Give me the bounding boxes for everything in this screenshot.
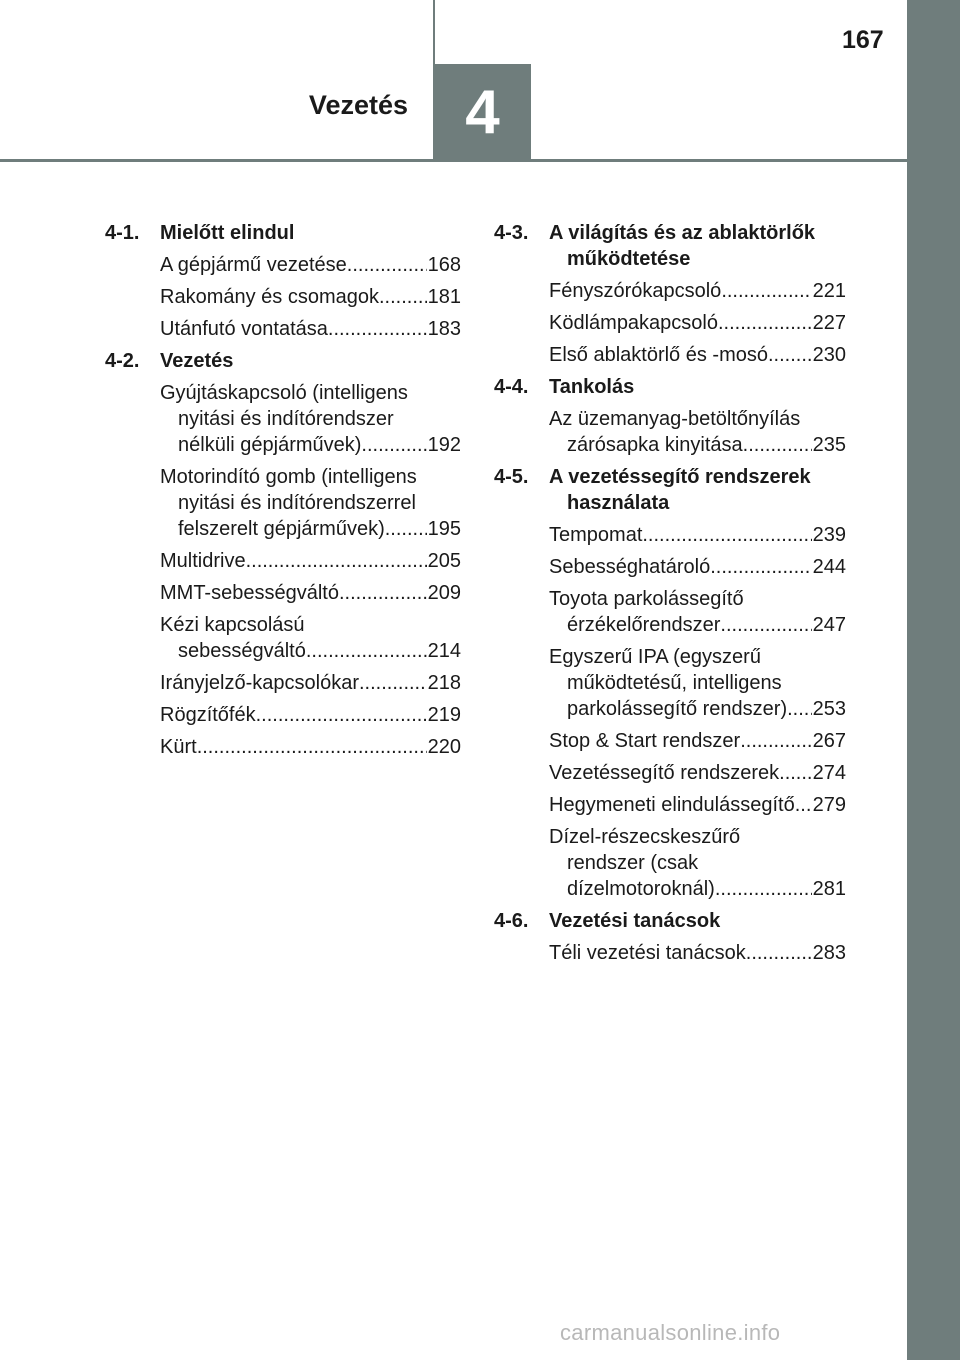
toc-entry-page: 221 [812,280,846,302]
toc-entry-text: Téli vezetési tanácsok ..... [549,940,812,966]
page-number: 167 [842,26,884,54]
toc-entry-text: Stop & Start rendszer ..... [549,728,812,754]
toc-entry-text: Kézi kapcsolású sebességváltó ..... [160,612,427,664]
toc-entry-page: 281 [812,878,846,900]
toc-entry[interactable] [160,734,461,760]
toc-entry-page: 218 [427,672,461,694]
section-title: A vezetéssegítő rendszerek használata [549,466,811,514]
toc-entry-page: 183 [427,318,461,340]
toc-section-4-5 [494,464,846,902]
toc-entry-text: Rögzítőfék ..... [160,702,427,728]
toc-entry-text: Egyszerű IPA (egyszerű működtetésű, intelligens parkolássegítő rendszer) ..... [549,644,812,722]
section-number: 4-6. [494,910,529,932]
toc-entry-page: 244 [812,556,846,578]
toc-entry[interactable] [160,284,461,310]
toc-entry-text: Vezetéssegítő rendszerek ..... [549,760,812,786]
toc-entry[interactable] [549,760,846,786]
toc-entry[interactable] [160,580,461,606]
toc-entry[interactable] [549,342,846,368]
toc-column-left [105,220,461,766]
toc-entry-text: Tempomat ..... [549,522,812,548]
toc-entry-text: Irányjelző-kapcsolókar ..... [160,670,427,696]
toc-entry[interactable] [160,316,461,342]
toc-entry-page: 205 [427,550,461,572]
toc-entry[interactable] [160,702,461,728]
section-title: Vezetési tanácsok [549,910,721,932]
toc-entry-text: Első ablaktörlő és -mosó ..... [549,342,812,368]
toc-entry-text: Az üzemanyag-betöltőnyílás zárósapka kinyitása ..... [549,406,812,458]
toc-entry-text: Rakomány és csomagok ..... [160,284,427,310]
toc-entry-page: 168 [427,254,461,276]
toc-entry-text: Ködlámpakapcsoló ..... [549,310,812,336]
toc-entry[interactable] [549,406,846,458]
toc-entry-page: 209 [427,582,461,604]
toc-entry-text: Gyújtáskapcsoló (intelligens nyitási és indítórendszer nélküli gépjárművek) ..... [160,380,427,458]
toc-entry-text: Utánfutó vontatása ..... [160,316,427,342]
section-number: 4-1. [105,222,140,244]
toc-entry-page: 181 [427,286,461,308]
toc-entry[interactable] [160,464,461,542]
toc-entry[interactable] [160,670,461,696]
toc-entry-text: MMT-sebességváltó ..... [160,580,427,606]
toc-entry-text: Kürt ..... [160,734,427,760]
section-title: Vezetés [160,350,234,372]
toc-entry-text: A gépjármű vezetése ..... [160,252,427,278]
section-number: 4-5. [494,466,529,488]
section-number: 4-2. [105,350,140,372]
toc-entry-text: Sebességhatároló ..... [549,554,812,580]
toc-entry[interactable] [549,728,846,754]
toc-entry[interactable] [160,380,461,458]
section-number: 4-3. [494,222,529,244]
toc-entry[interactable] [549,554,846,580]
toc-entry-page: 214 [427,640,461,662]
toc-entry[interactable] [549,586,846,638]
watermark-text: carmanualsonline.info [560,1320,781,1345]
toc-entry[interactable] [549,310,846,336]
toc-section-4-4 [494,374,846,458]
toc-entry[interactable] [549,522,846,548]
toc-entry-text: Toyota parkolássegítő érzékelőrendszer ..... [549,586,812,638]
toc-entry-text: Multidrive ..... [160,548,427,574]
toc-entry[interactable] [549,792,846,818]
toc-entry-page: 235 [812,434,846,456]
toc-entry[interactable] [549,278,846,304]
toc-entry-page: 227 [812,312,846,334]
chapter-number-box: 4 [434,64,531,161]
toc-entry-page: 279 [812,794,846,816]
toc-entry-text: Dízel-részecskeszűrő rendszer (csak dízelmotoroknál) ..... [549,824,812,902]
toc-section-4-2 [105,348,461,760]
toc-entry-page: 274 [812,762,846,784]
toc-entry-page: 247 [812,614,846,636]
toc-column-right [494,220,846,972]
toc-entry-page: 230 [812,344,846,366]
toc-entry-page: 192 [427,434,461,456]
toc-section-4-6 [494,908,846,966]
section-title: Tankolás [549,376,635,398]
toc-entry[interactable] [160,252,461,278]
toc-entry-page: 219 [427,704,461,726]
section-title: A világítás és az ablaktörlők működtetése [549,222,816,270]
toc-entry-page: 253 [812,698,846,720]
toc-section-4-1 [105,220,461,342]
toc-entry[interactable] [160,612,461,664]
toc-entry-page: 220 [427,736,461,758]
section-title: Mielőtt elindul [160,222,295,244]
toc-entry-text: Hegymeneti elindulássegítő ..... [549,792,812,818]
toc-entry[interactable] [549,824,846,902]
toc-entry-page: 195 [427,518,461,540]
toc-entry-text: Fényszórókapcsoló ..... [549,278,812,304]
toc-entry-page: 283 [812,942,846,964]
toc-entry[interactable] [160,548,461,574]
section-number: 4-4. [494,376,529,398]
chapter-side-tab [907,0,960,1360]
chapter-title: Vezetés [308,90,408,120]
toc-entry[interactable] [549,940,846,966]
toc-entry-text: Motorindító gomb (intelligens nyitási és indítórendszerrel felszerelt gépjárművek) ..... [160,464,427,542]
toc-entry[interactable] [549,644,846,722]
toc-entry-page: 239 [812,524,846,546]
toc-entry-page: 267 [812,730,846,752]
toc-section-4-3 [494,220,846,368]
